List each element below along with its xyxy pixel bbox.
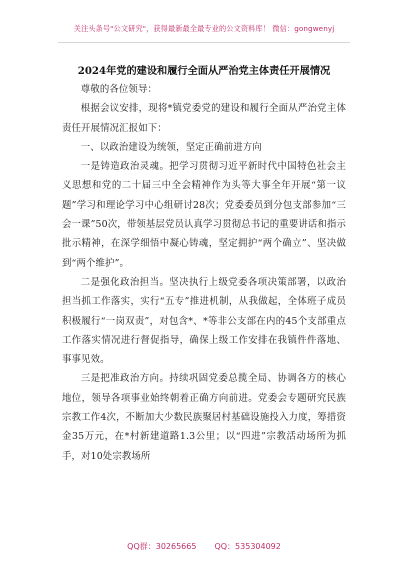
salutation: 尊敬的各位领导：: [80, 84, 157, 95]
paragraph-2: 二是强化政治担当。坚决执行上级党委各项决策部署，以政治担当抓工作落实，实行“五专”推进机制，从我做起，全体班子成员积极履行“一岗双责”，对包含*、*等非公支部在内的45个支部重点工作落实情况进行督促指导，确保上级工作安排在我镇件件落地、事事见效。: [62, 276, 346, 366]
header-banner: 关注头条号"公文研究"，获得最新最全最专业的公文资料库！ 微信：gongwenyj: [73, 24, 335, 33]
header-divider: [58, 42, 350, 43]
paragraph-1: 一是铸造政治灵魂。把学习贯彻习近平新时代中国特色社会主义思想和党的二十届三中全会精神作为头等大事全年开展“第一议题”学习和理论学习中心组研讨28次；党委委员到分包支部参加“三会一课”50次，带领基层党员认真学习贯彻总书记的重要讲话和指示批示精神，在深学细悟中凝心铸魂，坚定拥护“两个确立”、坚决做到“两个维护”。: [62, 161, 346, 269]
paragraph-3: 三是把准政治方向。持续巩固党委总揽全局、协调各方的核心地位，领导各项事业始终朝着正确方向前进。党委会专题研究民族宗教工作4次，不断加大少数民族聚居村基础设施投入力度，筹措资金35万元，在*村新建道路1.3公里；以“四进”宗教活动场所为抓手，对10处宗教场所: [62, 373, 346, 462]
footer-qq-group: QQ群：30265665: [127, 542, 197, 551]
footer-contact: [0, 541, 408, 552]
document-body: [62, 80, 346, 466]
paragraph-intro: 根据会议安排，现将*镇党委党的建设和履行全面从严治党主体责任开展情况汇报如下：: [62, 103, 346, 134]
document-title: 2024年党的建设和履行全面从严治党主体责任开展情况: [77, 65, 331, 77]
footer-qq-number: QQ：535304092: [214, 542, 281, 551]
section-heading: 一、以政治建设为统领，坚定正确前进方向: [80, 141, 262, 153]
